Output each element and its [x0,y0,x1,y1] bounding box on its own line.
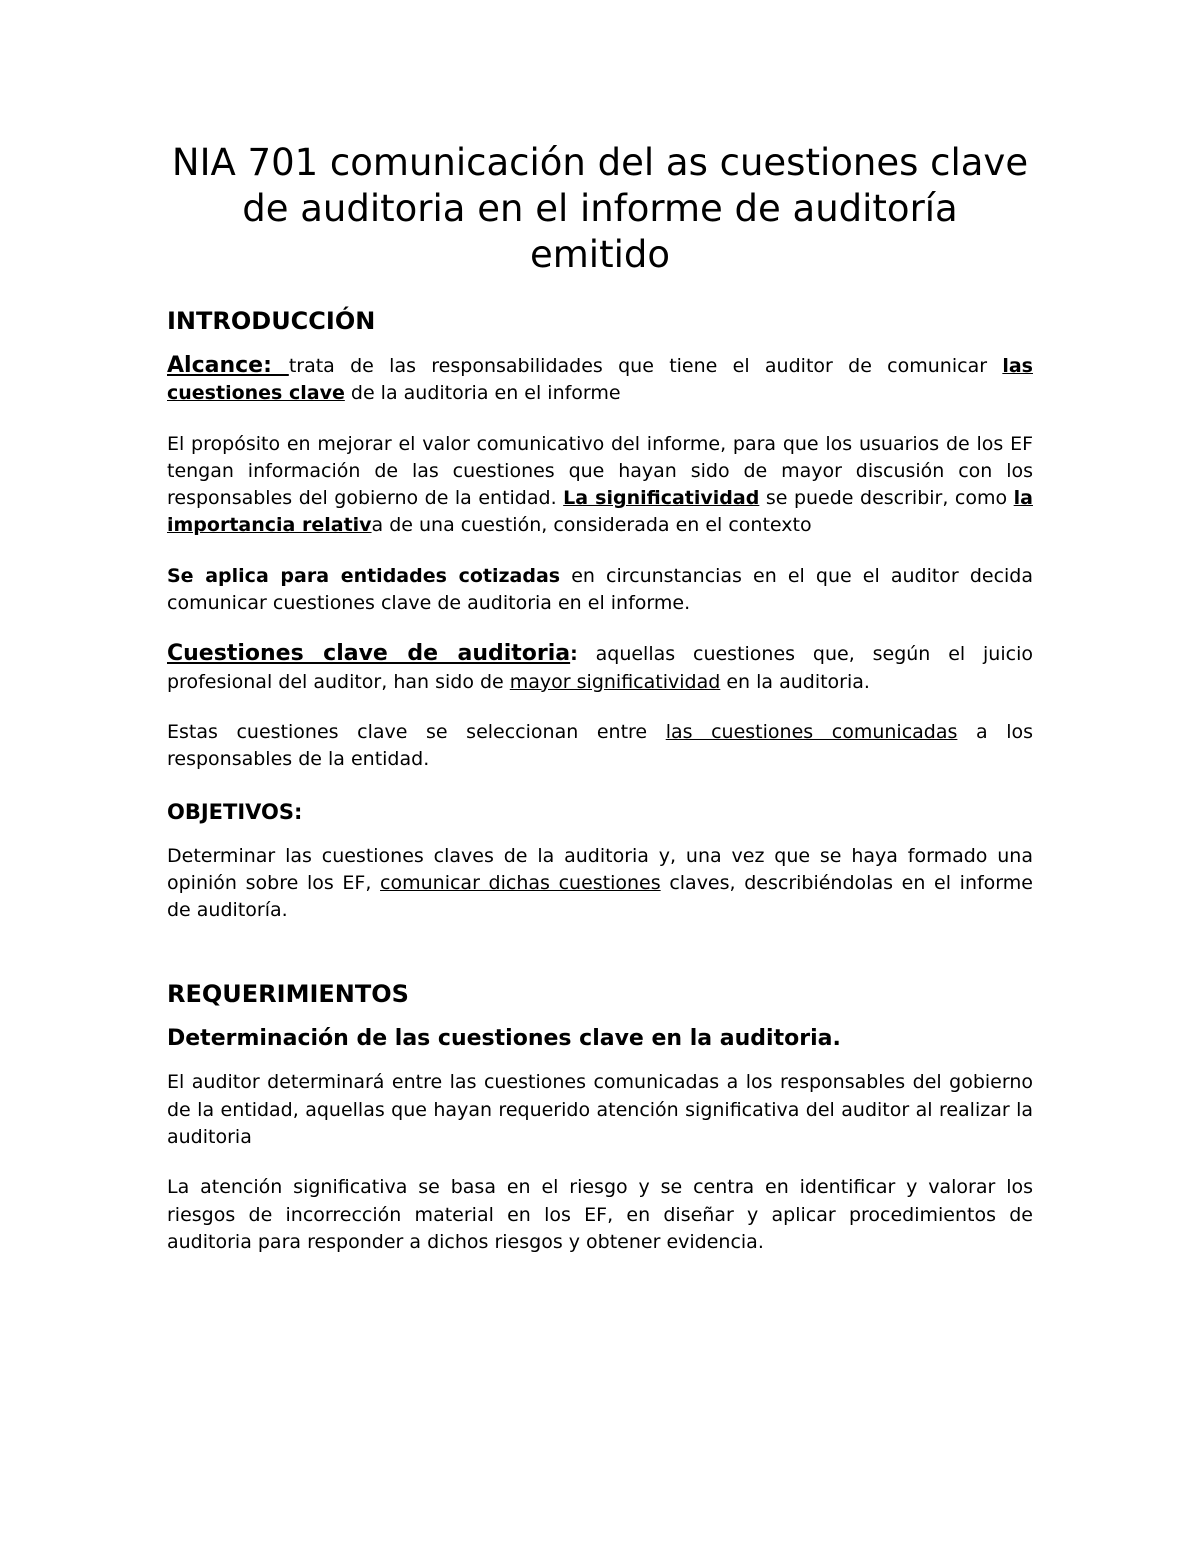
aplicacion-bold: Se aplica para entidades cotizadas [167,564,561,587]
objetivos-heading: OBJETIVOS: [167,799,303,824]
objetivos-text-1: Determinar las cuestiones claves de la auditoria y, una vez que se haya formado una opinión sobre los EF, [167,844,1033,894]
aplicacion-paragraph [167,563,1033,618]
introduccion-heading: INTRODUCCIÓN [167,307,376,335]
proposito-text-3: a de una cuestión, considerada en el contexto [371,514,812,537]
seleccion-paragraph [167,719,1033,774]
cuestiones-clave-colon: : [570,643,578,666]
objetivos-paragraph [167,843,1033,925]
cuestiones-clave-text-2: en la auditoria. [720,670,870,693]
requerimientos-paragraph-2: La atención significativa se basa en el riesgo y se centra en identificar y valorar los riesgos de incorrección material en los EF, en diseñar y aplicar procedimientos de auditoria para responder a dichos riesgos y obtener evidencia. [167,1176,1033,1253]
objetivos-text-2: claves, describiéndolas en el informe de auditoría. [167,871,1033,922]
cuestiones-clave-text-1: aquellas cuestiones que, según el juicio profesional del auditor, han sido de [167,643,1033,693]
proposito-text-2: se puede describir, como [759,487,1014,510]
alcance-paragraph [167,352,1033,408]
aplicacion-text: en circunstancias en el que el auditor decida comunicar cuestiones clave de auditoria en el informe. [167,564,1034,615]
comunicar-cuestiones-emphasis: comunicar dichas cuestiones [380,871,661,894]
seleccion-text-1: Estas cuestiones clave se seleccionan entre [167,720,666,743]
requerimientos-paragraph-1: El auditor determinará entre las cuestiones comunicadas a los responsables del gobierno de la entidad, aquellas que hayan requerido atención significativa del auditor al realizar la auditoria [167,1071,1033,1149]
document-title: NIA 701 comunicación del as cuestiones clave de auditoria en el informe de auditoría emitido [171,141,1029,276]
proposito-paragraph [167,431,1033,540]
alcance-label: Alcance: [167,353,289,378]
mayor-significatividad-emphasis: mayor significatividad [509,670,721,693]
section-spacer [167,947,1033,979]
cuestiones-comunicadas-emphasis: las cuestiones comunicadas [665,720,958,743]
requerimientos-heading: REQUERIMIENTOS [167,980,409,1009]
alcance-text-2: de la auditoria en el informe [344,382,621,405]
alcance-text-1: trata de las responsabilidades que tiene el auditor de comunicar [288,355,1003,377]
alcance-emphasis: las cuestiones clave [167,355,1033,405]
importancia-relativa-emphasis: la importancia relativ [167,487,1033,537]
cuestiones-clave-label: Cuestiones clave de auditoria [167,641,571,667]
significatividad-emphasis: La significatividad [563,487,760,510]
seleccion-text-2: a los responsables de la entidad. [167,720,1034,771]
requerimientos-subheading: Determinación de las cuestiones clave en la auditoria. [167,1026,841,1052]
cuestiones-clave-paragraph [167,640,1033,696]
proposito-text-1: El propósito en mejorar el valor comunicativo del informe, para que los usuarios de los EF tengan información de las cuestiones que hayan sido de mayor discusión con los responsables del gobierno de la entidad. [167,432,1033,510]
document-page [167,140,1033,1279]
